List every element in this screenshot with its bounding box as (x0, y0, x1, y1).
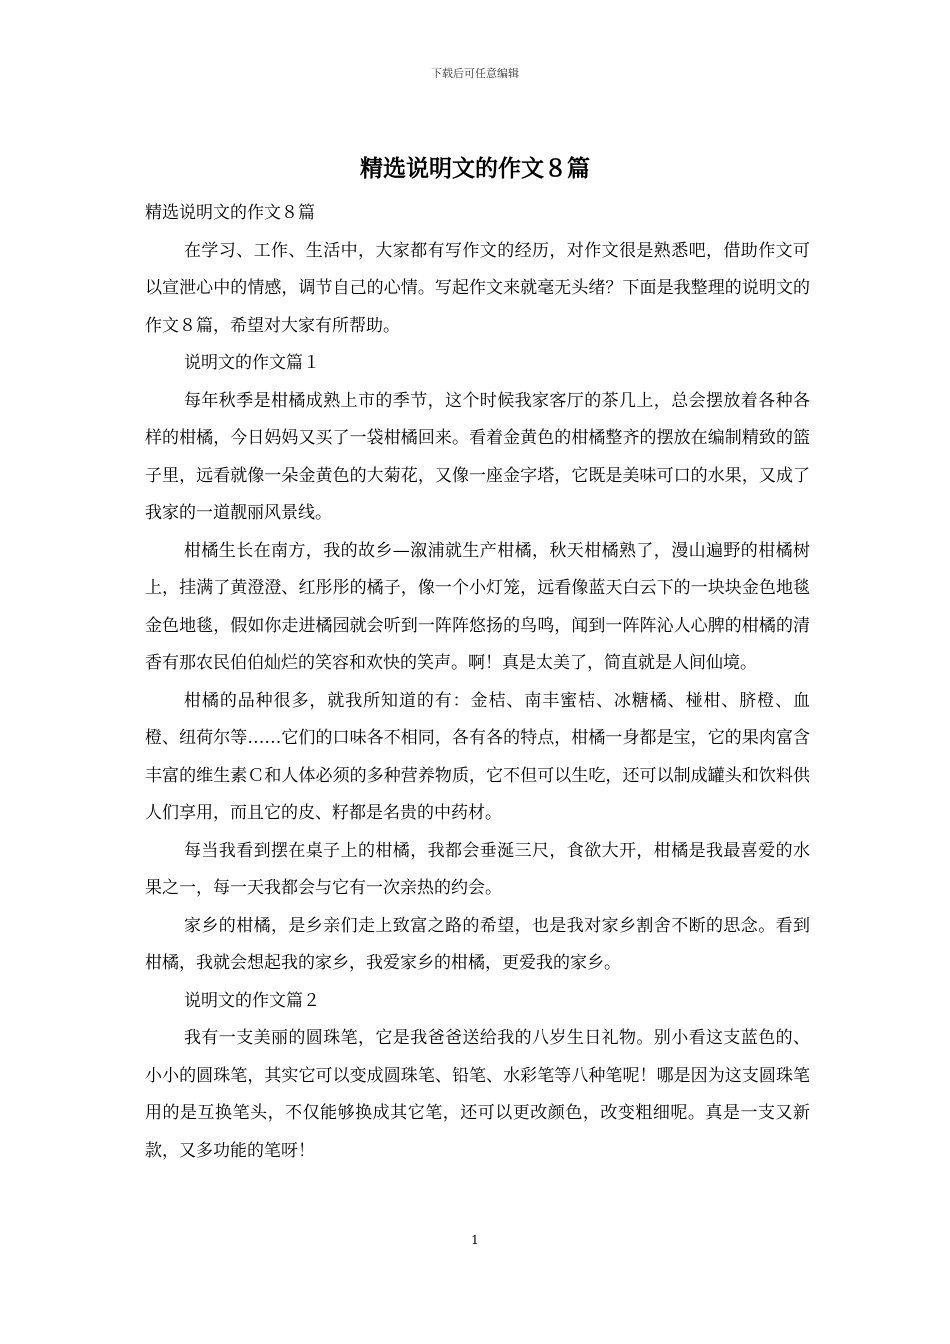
paragraph: 家乡的柑橘，是乡亲们走上致富之路的希望，也是我对家乡割舍不断的思念。看到柑橘，我就会想起我的家乡，我爱家乡的柑橘，更爱我的家乡。 (145, 915, 810, 973)
page-number: 1 (471, 1233, 479, 1247)
paragraph-intro: 在学习、工作、生活中，大家都有写作文的经历，对作文很是熟悉吧，借助作文可以宣泄心中的情感，调节自己的心情。写起作文来就毫无头绪？下面是我整理的说明文的作文８篇，希望对大家有所帮助。 (145, 240, 810, 336)
paragraph: 柑橘的品种很多，就我所知道的有：金桔、南丰蜜桔、冰糖橘、椪柑、脐橙、血橙、纽荷尔等……它们的口味各不相同，各有各的特点，柑橘一身都是宝，它的果肉富含丰富的维生素Ｃ和人体必须的多种营养物质，它不但可以生吃，还可以制成罐头和饮料供人们享用，而且它的皮、籽都是名贵的中药材。 (145, 690, 810, 823)
page-header-note: 下载后可任意编辑 (431, 67, 519, 80)
document-subtitle: 精选说明文的作文８篇 (145, 203, 315, 223)
document-body (145, 195, 810, 1170)
section-heading-2: 说明文的作文篇２ (184, 990, 320, 1011)
paragraph: 我有一支美丽的圆珠笔，它是我爸爸送给我的八岁生日礼物。别小看这支蓝色的、小小的圆珠笔，其实它可以变成圆珠笔、铅笔、水彩笔等八种笔呢！哪是因为这支圆珠笔用的是互换笔头，不仅能够换成其它笔，还可以更改颜色，改变粗细呢。真是一支又新款，又多功能的笔呀！ (145, 1028, 810, 1161)
paragraph: 柑橘生长在南方，我的故乡—溆浦就生产柑橘，秋天柑橘熟了，漫山遍野的柑橘树上，挂满了黄澄澄、红彤彤的橘子，像一个小灯笼，远看像蓝天白云下的一块块金色地毯金色地毯，假如你走进橘园就会听到一阵阵悠扬的鸟鸣，闻到一阵阵沁人心脾的柑橘的清香有那农民伯伯灿烂的笑容和欢快的笑声。啊！真是太美了，简直就是人间仙境。 (145, 540, 810, 673)
section-heading-1: 说明文的作文篇１ (184, 353, 320, 373)
paragraph: 每年秋季是柑橘成熟上市的季节，这个时候我家客厅的茶几上，总会摆放着各种各样的柑橘，今日妈妈又买了一袋柑橘回来。看着金黄色的柑橘整齐的摆放在编制精致的篮子里，远看就像一朵金黄色的大菊花，又像一座金字塔，它既是美味可口的水果，又成了我家的一道靓丽风景线。 (145, 390, 810, 523)
paragraph: 每当我看到摆在桌子上的柑橘，我都会垂涎三尺，食欲大开，柑橘是我最喜爱的水果之一，每一天我都会与它有一次亲热的约会。 (145, 840, 810, 898)
document-title: 精选说明文的作文８篇 (360, 156, 590, 182)
